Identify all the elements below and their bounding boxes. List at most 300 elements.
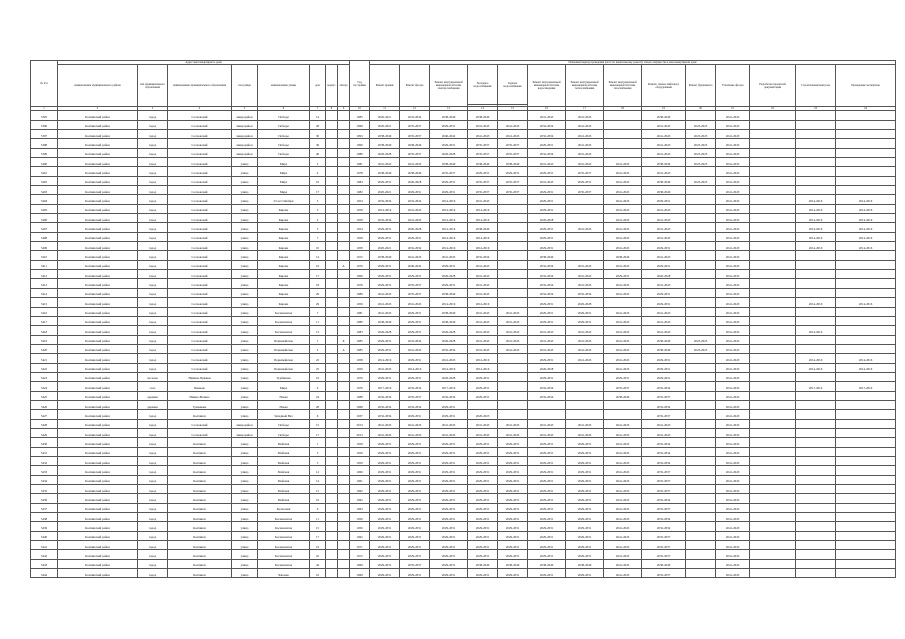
table-cell (338, 111, 350, 120)
table-cell: 1958 (350, 214, 370, 223)
table-cell (566, 363, 604, 372)
table-cell: 15 (310, 419, 326, 428)
table-cell: 2041-2043 (566, 270, 604, 279)
table-cell: 2041-2043 (604, 457, 642, 466)
table-cell: город (138, 559, 168, 568)
table-cell: Сосновский (168, 251, 232, 260)
table-cell: микрорайон (232, 120, 258, 129)
table-cell: 2041-2043 (716, 513, 750, 522)
table-cell (750, 298, 796, 307)
table-cell: 2029-2031 (498, 550, 528, 559)
table-cell (686, 167, 716, 176)
table-cell: 2014-2016 (796, 354, 836, 363)
table-cell: 2041-2043 (642, 307, 686, 316)
table-cell (836, 260, 896, 269)
table-cell: Сосновский (168, 335, 232, 344)
table-cell (686, 447, 716, 456)
table-cell (326, 475, 338, 484)
table-cell: Кирова (258, 298, 310, 307)
table-cell: 2029-2031 (498, 447, 528, 456)
table-cell: Кирова (258, 223, 310, 232)
table-cell: 2029-2031 (468, 382, 498, 391)
table-cell: 5443 (31, 559, 58, 568)
table-cell: 2029-2031 (528, 316, 566, 325)
table-cell (498, 232, 528, 241)
table-cell (836, 513, 896, 522)
table-cell: 2023-2025 (686, 158, 716, 167)
table-cell (796, 120, 836, 129)
table-cell (326, 167, 338, 176)
table-cell: 5417 (31, 316, 58, 325)
column-number: 20 (686, 107, 716, 111)
table-cell: 2041-2043 (528, 344, 566, 353)
table-cell: 2041-2043 (716, 232, 750, 241)
table-cell (796, 372, 836, 381)
table-cell (836, 307, 896, 316)
table-cell: 5411 (31, 260, 58, 269)
table-cell (750, 363, 796, 372)
table-cell: 2038-2040 (642, 559, 686, 568)
table-cell: 2038-2040 (468, 223, 498, 232)
table-cell: 2014-2016 (430, 298, 468, 307)
table-cell (326, 391, 338, 400)
table-cell: 2029-2031 (430, 531, 468, 540)
table-cell: 2041-2043 (498, 120, 528, 129)
table-cell: 2041-2043 (370, 307, 400, 316)
table-cell (326, 242, 338, 251)
table-cell: 1988 (350, 391, 370, 400)
table-cell: 2041-2043 (604, 167, 642, 176)
table-cell: 16 (310, 260, 326, 269)
table-cell: 2029-2031 (468, 494, 498, 503)
table-cell: 2014-2016 (468, 204, 498, 213)
table-cell: 1981 (350, 158, 370, 167)
table-cell: 2029-2031 (566, 485, 604, 494)
table-cell: 2014-2016 (430, 195, 468, 204)
table-cell: 4 (310, 167, 326, 176)
table-cell: Колпинск (168, 559, 232, 568)
table-cell (326, 410, 338, 419)
table-cell (338, 400, 350, 409)
table-cell: 2041-2043 (716, 120, 750, 129)
table-cell: Космонавтов (258, 559, 310, 568)
table-cell: 2035-2037 (400, 288, 430, 297)
table-cell: 2 (310, 158, 326, 167)
table-cell: 14 (310, 111, 326, 120)
table-cell: 1937 (350, 410, 370, 419)
table-cell: 2035-2037 (642, 410, 686, 419)
table-cell: Колпинский район (58, 541, 138, 550)
table-cell (326, 288, 338, 297)
table-cell (326, 251, 338, 260)
column-number: 17 (566, 107, 604, 111)
table-cell: Колпинский район (58, 485, 138, 494)
table-cell: 2029-2031 (468, 503, 498, 512)
table-cell: 2041-2043 (604, 438, 642, 447)
table-cell: Колпинский район (58, 251, 138, 260)
table-cell: 22 (310, 354, 326, 363)
period-group-header: Плановый период проведения работ по капитальному ремонту общего имущества в многоквартирном доме (370, 61, 896, 65)
table-cell: улица (232, 485, 258, 494)
table-cell (836, 326, 896, 335)
table-cell: 2029-2031 (498, 513, 528, 522)
table-cell (836, 270, 896, 279)
table-cell: 28 (310, 400, 326, 409)
table-cell (796, 485, 836, 494)
table-cell (326, 559, 338, 568)
table-cell: 2029-2031 (370, 223, 400, 232)
table-cell (498, 223, 528, 232)
table-cell: 5401 (31, 167, 58, 176)
table-cell: Колпинский район (58, 438, 138, 447)
table-row (31, 251, 896, 260)
table-cell: Колпинский район (58, 288, 138, 297)
table-cell (686, 466, 716, 475)
table-cell: Победы (258, 139, 310, 148)
table-cell: 5398 (31, 139, 58, 148)
table-row (31, 288, 896, 297)
table-cell: Победы (258, 120, 310, 129)
table-cell: 12 (310, 466, 326, 475)
table-cell: 2029-2031 (430, 494, 468, 503)
table-cell: 2038-2040 (528, 251, 566, 260)
table-cell: 7 (310, 232, 326, 241)
table-cell: улица (232, 242, 258, 251)
table-cell: Колпинский район (58, 569, 138, 578)
table-cell: 2038-2040 (468, 111, 498, 120)
table-cell: 2020-2023 (468, 410, 498, 419)
table-cell (750, 148, 796, 157)
table-row (31, 438, 896, 447)
table-cell: 2041-2043 (468, 129, 498, 138)
table-cell: 2023-2025 (686, 120, 716, 129)
table-cell: 2035-2037 (498, 139, 528, 148)
table-cell (686, 186, 716, 195)
table-cell: 2041-2043 (498, 428, 528, 437)
table-cell: 2029-2031 (468, 167, 498, 176)
table-cell: улица (232, 260, 258, 269)
table-cell: 2041-2043 (716, 531, 750, 540)
table-cell: 2029-2031 (528, 531, 566, 540)
table-cell: Колпинск (168, 447, 232, 456)
table-cell: улица (232, 550, 258, 559)
table-cell (338, 139, 350, 148)
table-cell: 2032-2034 (642, 522, 686, 531)
table-cell (338, 419, 350, 428)
table-cell (338, 270, 350, 279)
table-cell (686, 316, 716, 325)
table-cell: 2014-2016 (430, 232, 468, 241)
table-cell: 2014-2016 (430, 363, 468, 372)
table-cell: 2014-2016 (796, 195, 836, 204)
table-cell: Сосновский (168, 167, 232, 176)
table-row (31, 195, 896, 204)
table-cell: 2032-2034 (528, 129, 566, 138)
table-cell: 2029-2031 (468, 541, 498, 550)
table-cell: 5419 (31, 335, 58, 344)
table-cell: 2041-2043 (498, 307, 528, 316)
table-cell: город (138, 354, 168, 363)
table-cell: 2041-2043 (566, 120, 604, 129)
table-cell: 5400 (31, 158, 58, 167)
table-cell: Мира (258, 176, 310, 185)
table-cell: 2026-2028 (400, 176, 430, 185)
table-cell (326, 139, 338, 148)
table-cell: 5439 (31, 522, 58, 531)
table-cell: 2029-2031 (528, 541, 566, 550)
table-cell: 2029-2031 (566, 316, 604, 325)
table-cell: 2029-2031 (566, 466, 604, 475)
table-cell: Колпинский район (58, 129, 138, 138)
table-cell (566, 204, 604, 213)
table-cell (326, 223, 338, 232)
table-cell: 1985 (350, 344, 370, 353)
table-cell: 1959 (350, 447, 370, 456)
col-roof-header: Ремонт крыши (370, 65, 400, 107)
table-cell (836, 494, 896, 503)
table-cell: город (138, 494, 168, 503)
table-cell (796, 186, 836, 195)
table-cell (498, 363, 528, 372)
table-cell: 2029-2031 (400, 354, 430, 363)
table-cell (498, 400, 528, 409)
table-cell: Первомайская (258, 354, 310, 363)
table-cell: улица (232, 344, 258, 353)
col-expertise-header: Проведение экспертизы (836, 65, 896, 107)
table-cell: улица (232, 466, 258, 475)
table-cell: Кирова (258, 288, 310, 297)
table-cell: улица (232, 158, 258, 167)
table-cell: 2041-2043 (716, 550, 750, 559)
table-cell: 2038-2040 (468, 158, 498, 167)
table-cell (338, 186, 350, 195)
table-cell: 2035-2037 (468, 176, 498, 185)
table-cell: 2029-2031 (370, 541, 400, 550)
table-cell: город (138, 326, 168, 335)
table-cell (498, 214, 528, 223)
table-cell: 2041-2043 (468, 270, 498, 279)
table-cell (750, 344, 796, 353)
table-cell (686, 214, 716, 223)
table-cell: 2041-2043 (604, 447, 642, 456)
table-row (31, 363, 896, 372)
table-cell (338, 503, 350, 512)
table-cell (796, 559, 836, 568)
table-cell (686, 242, 716, 251)
table-cell: улица (232, 176, 258, 185)
table-cell: 2041-2043 (716, 307, 750, 316)
table-cell (750, 204, 796, 213)
table-cell: 2041-2043 (370, 158, 400, 167)
table-cell (750, 541, 796, 550)
table-cell: 2041-2043 (370, 363, 400, 372)
table-cell (836, 569, 896, 578)
table-cell (686, 232, 716, 241)
table-cell: 2029-2031 (468, 531, 498, 540)
table-cell: 2029-2031 (528, 372, 566, 381)
table-cell: 2035-2037 (468, 186, 498, 195)
table-cell: улица (232, 438, 258, 447)
table-cell: 2029-2031 (400, 457, 430, 466)
table-cell: 2041-2043 (566, 354, 604, 363)
table-cell: 2041-2043 (604, 307, 642, 316)
table-cell: 2029-2031 (400, 316, 430, 325)
table-cell: 2041-2043 (430, 419, 468, 428)
table-cell: 2041-2043 (430, 354, 468, 363)
table-cell: Сосновский (168, 307, 232, 316)
table-cell: город (138, 139, 168, 148)
table-cell (836, 410, 896, 419)
column-number: 14 (468, 107, 498, 111)
table-cell: 2026-2028 (430, 372, 468, 381)
col-type-header: тип муниципального образования (138, 65, 168, 107)
table-cell: 2035-2037 (642, 541, 686, 550)
table-cell (338, 485, 350, 494)
table-cell: 2041-2043 (642, 129, 686, 138)
table-cell: 1976 (350, 279, 370, 288)
table-cell: Колпинск (168, 475, 232, 484)
table-cell (604, 111, 642, 120)
table-cell: Колпинский район (58, 279, 138, 288)
table-cell (338, 288, 350, 297)
table-cell: 2014-2016 (468, 298, 498, 307)
table-cell: 2032-2034 (642, 438, 686, 447)
table-cell: 2029-2031 (400, 569, 430, 578)
table-cell: 2038-2040 (370, 316, 400, 325)
column-number: 4 (168, 107, 232, 111)
table-cell (326, 428, 338, 437)
table-cell: Колпинский район (58, 139, 138, 148)
table-cell: 2041-2043 (468, 260, 498, 269)
table-cell: 2032-2034 (642, 447, 686, 456)
table-cell (750, 503, 796, 512)
table-cell: 2029-2031 (566, 176, 604, 185)
table-cell: 2014-2016 (468, 214, 498, 223)
table-cell (604, 298, 642, 307)
table-cell (326, 531, 338, 540)
table-cell: 1962 (350, 531, 370, 540)
table-cell: 2041-2043 (716, 186, 750, 195)
table-cell: 1985 (350, 335, 370, 344)
table-cell (326, 316, 338, 325)
table-cell: Майская (258, 466, 310, 475)
table-cell: 2029-2031 (430, 513, 468, 522)
table-cell: 2041-2043 (498, 344, 528, 353)
table-cell: 2038-2040 (566, 559, 604, 568)
table-cell (566, 382, 604, 391)
table-cell: 17 (310, 270, 326, 279)
table-cell (338, 410, 350, 419)
table-cell: улица (232, 541, 258, 550)
table-cell: 2041-2043 (498, 326, 528, 335)
table-cell: Победы (258, 129, 310, 138)
table-cell (836, 485, 896, 494)
table-cell: 2029-2031 (400, 522, 430, 531)
table-cell: 1978 (350, 167, 370, 176)
table-cell (750, 223, 796, 232)
table-cell (750, 391, 796, 400)
table-cell: 2014-2016 (836, 232, 896, 241)
table-cell: 5435 (31, 485, 58, 494)
table-cell: 2041-2043 (716, 316, 750, 325)
table-cell (750, 400, 796, 409)
table-cell (566, 232, 604, 241)
table-cell: Сосновский (168, 428, 232, 437)
table-cell: 2032-2034 (370, 400, 400, 409)
table-cell: 2029-2031 (566, 531, 604, 540)
table-cell: 2029-2031 (430, 120, 468, 129)
table-cell (338, 372, 350, 381)
table-cell: 2029-2031 (528, 485, 566, 494)
column-number: 5 (232, 107, 258, 111)
table-cell: 1976 (350, 382, 370, 391)
table-cell (326, 569, 338, 578)
table-cell: 2032-2034 (400, 335, 430, 344)
table-cell (836, 391, 896, 400)
table-cell: 15 (310, 522, 326, 531)
table-cell: 2035-2037 (642, 475, 686, 484)
table-cell (528, 400, 566, 409)
table-cell: 2041-2043 (566, 158, 604, 167)
table-cell: 2041-2043 (716, 335, 750, 344)
col-insulation-header: Утепление фасада (716, 65, 750, 107)
table-cell (750, 410, 796, 419)
col-municipality-header: наименование муниципального образования (168, 65, 232, 107)
table-cell: улица (232, 204, 258, 213)
table-cell: 5424 (31, 382, 58, 391)
table-cell: 2020-2021 (370, 111, 400, 120)
table-cell (326, 550, 338, 559)
table-cell (836, 111, 896, 120)
table-cell: 2026-2028 (430, 335, 468, 344)
col-foundation-header: Ремонт фундамента (686, 65, 716, 107)
table-cell: 2020-2021 (370, 186, 400, 195)
table-cell (686, 223, 716, 232)
table-cell: 2041-2043 (716, 372, 750, 381)
column-number: 24 (836, 107, 896, 111)
table-cell (338, 428, 350, 437)
table-cell: Сосновский (168, 298, 232, 307)
table-cell: 2041-2043 (642, 214, 686, 223)
table-cell: 1969 (350, 569, 370, 578)
table-cell (750, 494, 796, 503)
table-cell (750, 195, 796, 204)
table-cell: 2041-2043 (468, 316, 498, 325)
table-cell: Кирова (258, 204, 310, 213)
table-cell: 2032-2034 (370, 195, 400, 204)
table-cell: 2014-2016 (836, 298, 896, 307)
table-cell: 2014-2016 (796, 204, 836, 213)
table-cell: 2029-2031 (370, 270, 400, 279)
table-cell: 2041-2043 (716, 569, 750, 578)
table-cell: 2041-2043 (604, 363, 642, 372)
table-cell: 2029-2031 (370, 559, 400, 568)
table-cell: Колпинский район (58, 354, 138, 363)
table-cell: 2041-2043 (716, 457, 750, 466)
table-cell: 2041-2043 (604, 214, 642, 223)
table-cell (686, 307, 716, 316)
table-cell: 2035-2037 (400, 279, 430, 288)
column-number: 3 (138, 107, 168, 111)
table-cell: город (138, 503, 168, 512)
table-cell: 2029-2031 (528, 457, 566, 466)
table-cell: Колпинский район (58, 120, 138, 129)
table-cell: 2029-2031 (370, 176, 400, 185)
table-cell: 2041-2043 (642, 204, 686, 213)
table-cell: 2029-2031 (370, 466, 400, 475)
table-cell (750, 522, 796, 531)
table-cell: 2029-2031 (468, 550, 498, 559)
